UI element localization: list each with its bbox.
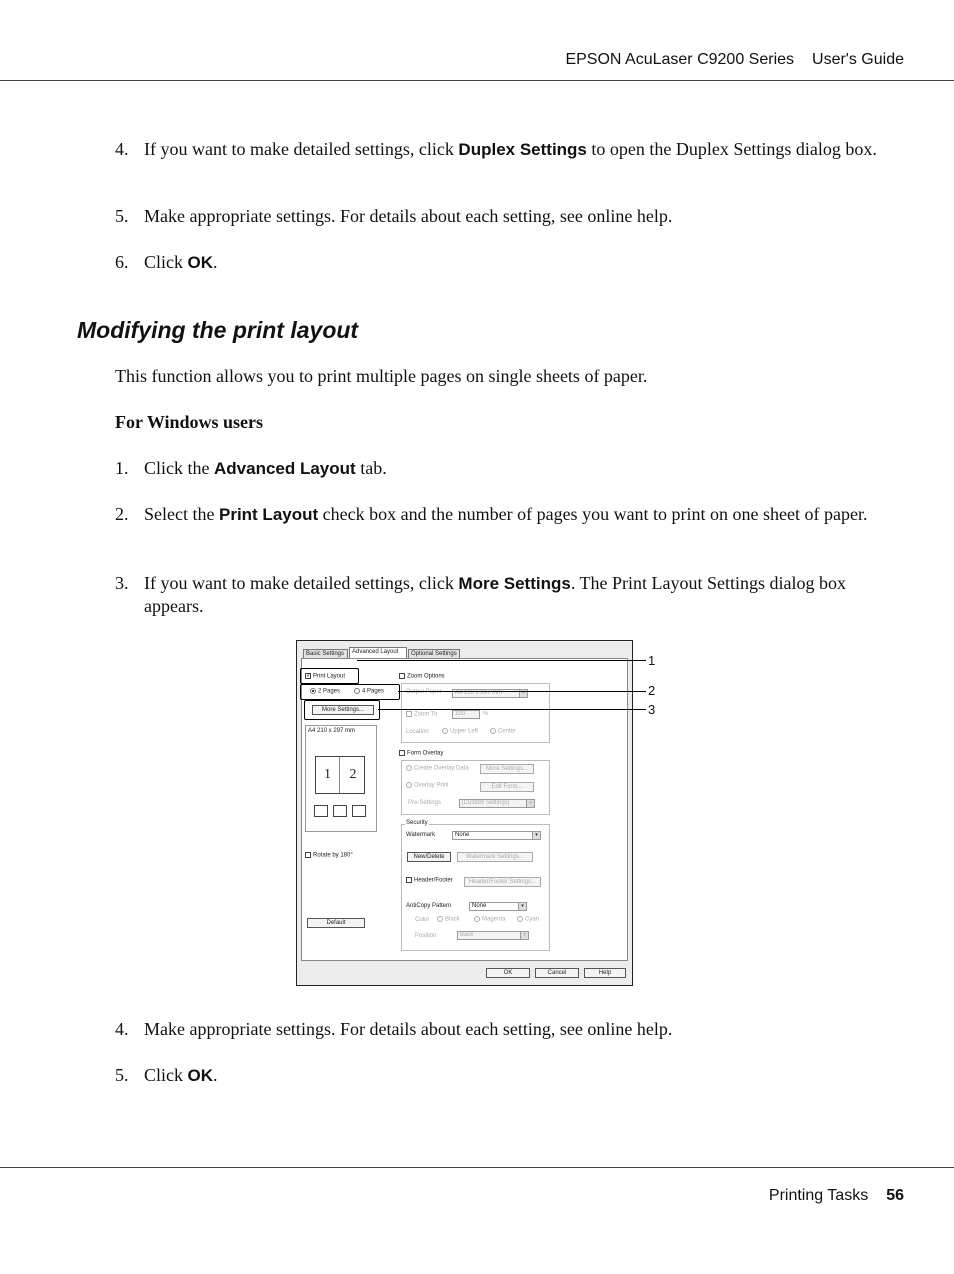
- step-text: Make appropriate settings. For details about each setting, see online help.: [144, 206, 673, 226]
- header-footer-settings-button[interactable]: Header/Footer Settings...: [464, 877, 541, 887]
- page-header: [565, 51, 904, 69]
- page-order-icon[interactable]: [314, 805, 328, 817]
- checkbox-icon: [406, 877, 412, 883]
- header-footer-label: Header/Footer: [414, 877, 453, 884]
- preview-page-2: 2: [349, 767, 357, 782]
- upper-left-label: Upper Left: [450, 728, 479, 735]
- step-advanced-layout: [115, 457, 885, 480]
- upper-left-radio[interactable]: [442, 728, 478, 735]
- default-button[interactable]: Default: [307, 918, 365, 928]
- overlay-more-settings-button[interactable]: More Settings...: [480, 764, 534, 774]
- magenta-label: Magenta: [482, 916, 506, 923]
- new-delete-button[interactable]: New/Delete: [407, 852, 451, 862]
- two-pages-label: 2 Pages: [318, 688, 341, 695]
- checkbox-checked-icon: ✓: [306, 673, 312, 679]
- callout-highlight-more-settings: [304, 700, 380, 720]
- page-order-icon[interactable]: [352, 805, 366, 817]
- zoom-value-input[interactable]: 100: [452, 710, 480, 719]
- step-text: Click the: [144, 458, 214, 478]
- step-text: to open the Duplex Settings dialog box.: [586, 139, 877, 159]
- form-overlay-checkbox[interactable]: [399, 750, 443, 757]
- pre-settings-value: [Custom Settings]: [462, 800, 510, 806]
- step-text: .: [213, 252, 218, 272]
- checkbox-icon: [305, 852, 311, 858]
- rotate-label: Rotate by 180°: [313, 852, 353, 859]
- help-button[interactable]: Help: [584, 968, 626, 978]
- security-label: Security: [406, 820, 428, 826]
- radio-icon: [517, 916, 523, 922]
- radio-icon: [474, 916, 480, 922]
- step-text: If you want to make detailed settings, click: [144, 573, 459, 593]
- step-text: .: [213, 1065, 218, 1085]
- chevron-down-icon: ▾: [519, 690, 527, 697]
- step-text: check box and the number of pages you want to print on one sheet of paper.: [318, 504, 868, 524]
- footer-rule: [0, 1167, 954, 1168]
- anticopy-value: None: [472, 903, 487, 909]
- step-bold: OK: [187, 1066, 213, 1085]
- zoom-unit: %: [483, 711, 489, 717]
- page-order-icon[interactable]: [333, 805, 347, 817]
- location-label: Location: [406, 729, 429, 735]
- callout-leader-2: [398, 691, 646, 692]
- preview-page-1: 1: [316, 757, 340, 793]
- cyan-radio[interactable]: [517, 916, 539, 923]
- black-label: Black: [445, 916, 460, 923]
- step-duplex-settings: [115, 138, 885, 161]
- step-appropriate-settings: [115, 205, 885, 228]
- position-label: Position: [415, 933, 437, 939]
- callout-highlight-pages: [300, 684, 400, 700]
- page-number: 56: [886, 1187, 904, 1204]
- step-click-ok-2: [115, 1064, 885, 1087]
- step-bold: Print Layout: [218, 505, 319, 524]
- zoom-options-label: Zoom Options: [407, 673, 445, 680]
- chevron-down-icon: ▾: [518, 903, 526, 910]
- radio-icon: [406, 782, 412, 788]
- checkbox-icon: [399, 750, 405, 756]
- create-overlay-label: Create Overlay Data: [414, 765, 469, 772]
- color-label: Color: [415, 917, 430, 923]
- anticopy-select[interactable]: [469, 902, 527, 911]
- watermark-select[interactable]: [452, 831, 541, 840]
- overlay-print-radio[interactable]: [406, 782, 449, 789]
- cancel-button[interactable]: Cancel: [535, 968, 579, 978]
- form-overlay-label: Form Overlay: [407, 750, 444, 757]
- center-radio[interactable]: [490, 728, 516, 735]
- zoom-to-label: Zoom To: [414, 711, 438, 718]
- more-settings-button[interactable]: More Settings...: [312, 705, 374, 715]
- step-text: Make appropriate settings. For details about each setting, see online help.: [144, 1019, 673, 1039]
- output-paper-value: A4 210 x 297 mm: [455, 690, 503, 696]
- subheading: For Windows users: [115, 412, 264, 432]
- header-guide: User's Guide: [812, 51, 904, 68]
- callout-number-1: 1: [648, 653, 656, 668]
- chevron-down-icon: ▾: [532, 832, 540, 839]
- rotate-checkbox[interactable]: [305, 852, 353, 859]
- header-product: EPSON AcuLaser C9200 Series: [565, 51, 795, 68]
- cyan-label: Cyan: [525, 916, 540, 923]
- checkbox-icon: [406, 711, 412, 717]
- chevron-down-icon: ▾: [526, 800, 534, 807]
- radio-icon: [442, 728, 448, 734]
- step-number: 3.: [115, 573, 129, 593]
- step-print-layout: [115, 503, 885, 526]
- zoom-options-checkbox[interactable]: [399, 673, 445, 680]
- radio-icon: [437, 916, 443, 922]
- step-text: Click: [144, 252, 188, 272]
- edit-form-button[interactable]: Edit Form...: [480, 782, 534, 792]
- paper-size-label: A4 210 x 297 mm: [308, 728, 356, 734]
- watermark-settings-button[interactable]: Watermark Settings...: [457, 852, 533, 862]
- step-text: If you want to make detailed settings, click: [144, 139, 459, 159]
- pre-settings-select[interactable]: [459, 799, 535, 808]
- step-text: Click: [144, 1065, 188, 1085]
- preview-sheet: [315, 756, 365, 794]
- callout-number-2: 2: [648, 683, 656, 698]
- header-rule: [0, 80, 954, 81]
- tab-basic-settings[interactable]: Basic Settings: [303, 649, 348, 659]
- step-bold: Advanced Layout: [214, 459, 356, 478]
- zoom-to-checkbox[interactable]: [406, 711, 437, 718]
- header-footer-checkbox[interactable]: [406, 877, 453, 884]
- layout-preview-box: [305, 725, 377, 832]
- page-footer: [769, 1187, 904, 1205]
- tab-optional-settings[interactable]: Optional Settings: [408, 649, 460, 659]
- overlay-print-label: Overlay Print: [414, 782, 449, 789]
- checkbox-icon: [399, 673, 405, 679]
- step-bold: More Settings: [458, 574, 571, 593]
- callout-leader-1: [357, 660, 646, 661]
- radio-icon: [406, 765, 412, 771]
- position-value: Back: [460, 932, 474, 938]
- chevron-down-icon: ▾: [520, 932, 528, 939]
- step-number: 5.: [115, 1065, 129, 1085]
- step-number: 2.: [115, 504, 129, 524]
- output-paper-label: Output Paper: [406, 689, 442, 695]
- step-number: 6.: [115, 252, 129, 272]
- step-bold: Duplex Settings: [458, 140, 587, 159]
- black-radio[interactable]: [437, 916, 460, 923]
- print-layout-label: Print Layout: [313, 673, 346, 680]
- callout-leader-3: [378, 709, 646, 710]
- radio-icon: [490, 728, 496, 734]
- step-text: . The Print Layout Settings dialog box appears.: [144, 573, 846, 616]
- intro-paragraph: This function allows you to print multiple pages on single sheets of paper.: [115, 366, 648, 386]
- center-label: Center: [498, 728, 517, 735]
- callout-number-3: 3: [648, 702, 656, 717]
- pre-settings-label: Pre-Settings: [408, 800, 442, 806]
- step-bold: OK: [187, 253, 213, 272]
- step-number: 5.: [115, 206, 129, 226]
- footer-section: Printing Tasks: [768, 1187, 869, 1204]
- four-pages-label: 4 Pages: [362, 688, 385, 695]
- step-text: Select the: [144, 504, 219, 524]
- magenta-radio[interactable]: [474, 916, 505, 923]
- create-overlay-radio[interactable]: [406, 765, 469, 772]
- watermark-value: None: [455, 832, 470, 838]
- callout-highlight-print-layout: [300, 668, 359, 684]
- tab-advanced-layout[interactable]: Advanced Layout: [349, 647, 407, 659]
- step-number: 4.: [115, 139, 129, 159]
- step-more-settings: [115, 572, 885, 618]
- step-text: tab.: [355, 458, 387, 478]
- position-select[interactable]: [457, 931, 529, 940]
- page-order-icons: [314, 805, 368, 817]
- watermark-label: Watermark: [406, 832, 436, 838]
- step-number: 1.: [115, 458, 129, 478]
- ok-button[interactable]: OK: [486, 968, 530, 978]
- anticopy-label: AntiCopy Pattern: [406, 903, 452, 909]
- section-title: Modifying the print layout: [77, 317, 359, 343]
- step-number: 4.: [115, 1019, 129, 1039]
- step-click-ok: [115, 251, 885, 274]
- step-appropriate-settings-2: [115, 1018, 885, 1041]
